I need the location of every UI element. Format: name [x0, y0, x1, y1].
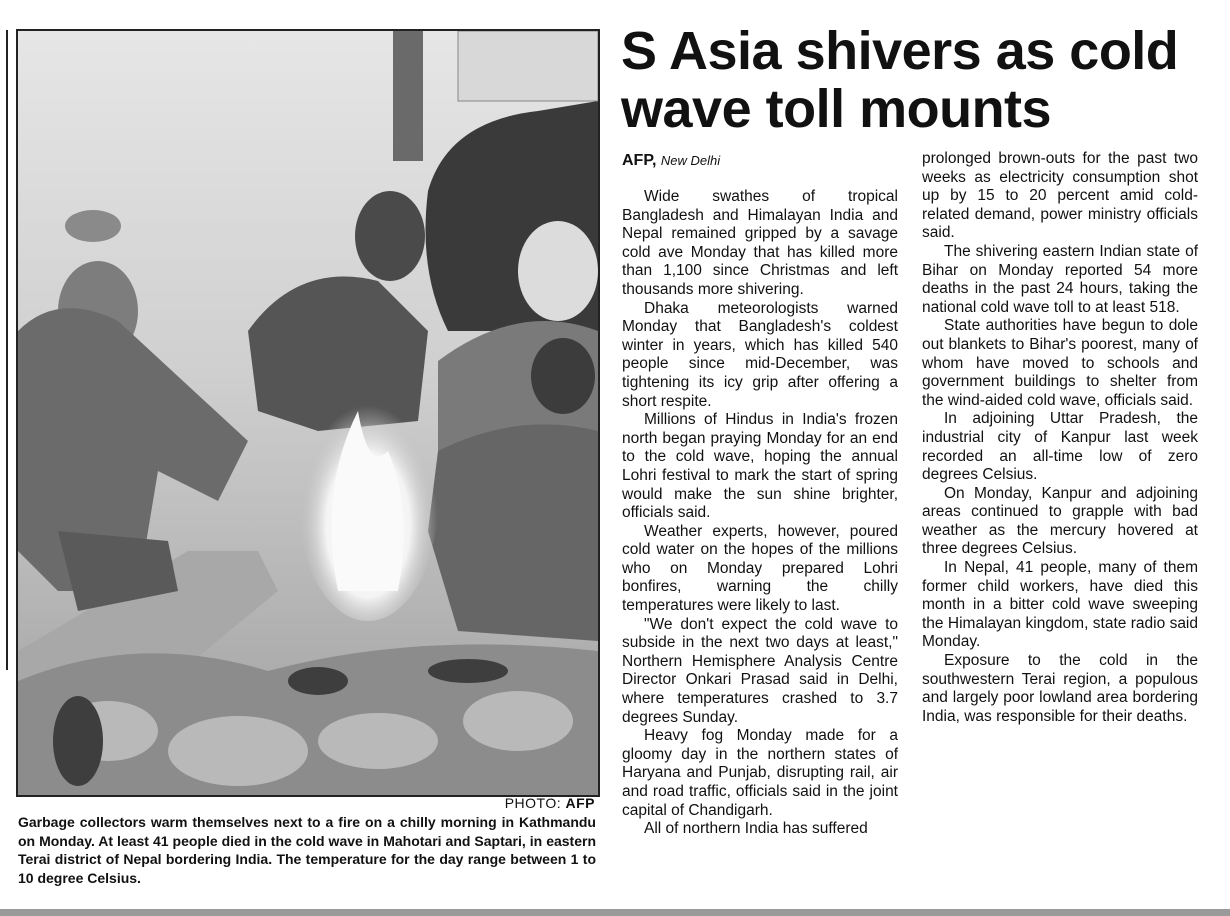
paragraph: On Monday, Kanpur and adjoining areas continued to grapple with bad weather as the mercury hovered at three degrees Celsius. [922, 484, 1198, 558]
paragraph: prolonged brown-outs for the past two weeks as electricity consumption shot up by 15 to 20 percent amid cold-related demand, power ministry officials said. [922, 150, 1198, 242]
photo-credit [505, 795, 595, 811]
paragraph: All of northern India has suffered [644, 820, 868, 838]
byline-place: New Delhi [660, 153, 721, 168]
photo-illustration [18, 31, 598, 795]
photo-caption: Garbage collectors warm themselves next to a fire on a chilly morning in Kathmandu on Monday. At least 41 people died in the cold wave in Mahotari and Saptari, in eastern Terai district of Nepal bordering India. The temperature for the day range between 1 to 10 degree Celsius. [18, 814, 596, 886]
news-photo [16, 29, 600, 797]
paragraph: Heavy fog Monday made for a gloomy day in the northern states of Haryana and Punjab, disrupting rail, air and road traffic, officials said in the joint capital of Chandigarh. [622, 727, 898, 819]
paragraph: Exposure to the cold in the southwestern Terai region, a populous and largely poor lowland area bordering India, was responsible for their deaths. [922, 652, 1198, 725]
paragraph: In Nepal, 41 people, many of them former child workers, have died this month in a bitter cold wave sweeping the Himalayan kingdom, state radio said Monday. [922, 559, 1198, 651]
headline: S Asia shivers as cold wave toll mounts [621, 21, 1179, 139]
photo-credit-source: AFP [565, 795, 595, 811]
paragraph: "We don't expect the cold wave to subside in the next two days at least," Northern Hemisphere Analysis Centre Director Onkari Prasad said in Delhi, where temperatures crashed to 3.7 degrees Sunday. [622, 615, 898, 726]
paragraph: State authorities have begun to dole out blankets to Bihar's poorest, many of whom have moved to schools and government buildings to shelter from the wind-aided cold wave, officials said. [922, 317, 1198, 409]
article-column-2 [922, 150, 1198, 726]
photo-credit-label: PHOTO: [504, 795, 562, 811]
paragraph: Weather experts, however, poured cold water on the hopes of the millions who on Monday prepared Lohri bonfires, warning the chilly temperatures were likely to last. [622, 522, 898, 615]
paragraph: Millions of Hindus in India's frozen north began praying Monday for an end to the cold wave, hoping the annual Lohri festival to mark the start of spring would make the sun shine brighter, officials said. [622, 411, 898, 522]
paragraph: In adjoining Uttar Pradesh, the industrial city of Kanpur last week recorded an all-time low of zero degrees Celsius. [922, 410, 1198, 484]
bottom-rule [0, 909, 1230, 916]
paragraph: Wide swathes of tropical Bangladesh and Himalayan India and Nepal remained gripped by a savage cold ave Monday that has killed more than 1,100 since Christmas and left thousands more shivering. [622, 188, 898, 298]
byline [622, 152, 720, 170]
byline-agency: AFP, [622, 152, 657, 169]
paragraph: Dhaka meteorologists warned Monday that Bangladesh's coldest winter in years, which has killed 540 people since mid-December, was tightening its icy grip after offering a short respite. [622, 299, 898, 410]
paragraph: The shivering eastern Indian state of Bihar on Monday reported 54 more deaths in the past 24 hours, taking the national cold wave toll to at least 518. [922, 242, 1198, 316]
left-column-rule [6, 30, 8, 670]
article-column-1 [622, 188, 898, 839]
